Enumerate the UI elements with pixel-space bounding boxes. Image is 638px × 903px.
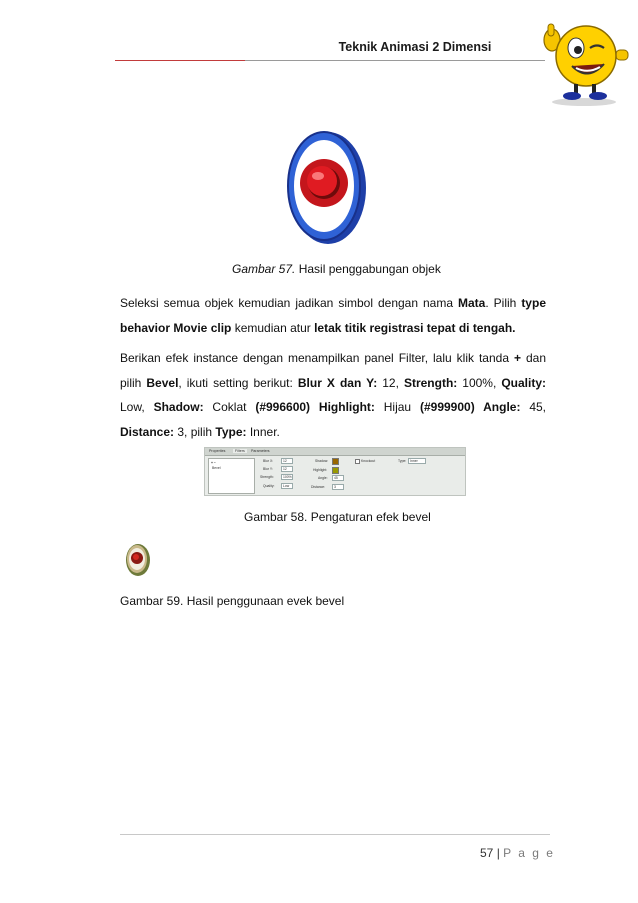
knockout-checkbox[interactable]: [355, 459, 360, 464]
text-run: Hijau: [374, 400, 420, 414]
type-select[interactable]: [408, 458, 426, 464]
angle-value: 45: [334, 476, 338, 480]
text-run: 12,: [377, 375, 404, 390]
paragraph-bevel-settings: [120, 346, 546, 444]
footer-separator: |: [496, 846, 500, 860]
strength-field[interactable]: [281, 474, 293, 480]
bold-run: +: [513, 351, 521, 365]
text-run: Low,: [120, 400, 154, 414]
text-run: 3, pilih: [174, 424, 216, 439]
bold-run: type behavior Movie clip: [120, 296, 546, 335]
bold-run: (#996600) Highlight:: [255, 400, 375, 414]
bold-run: Distance:: [120, 424, 175, 439]
page-footer: [480, 846, 555, 860]
blur-y-field[interactable]: [281, 466, 293, 472]
text-run: Inner.: [246, 424, 280, 439]
figure-59-caption: Gambar 59. Hasil penggunaan evek bevel: [120, 594, 345, 608]
figure-57-label: Gambar 57.: [232, 262, 296, 276]
bold-run: Mata: [458, 296, 486, 310]
bold-run: letak titik registrasi tepat di tengah.: [314, 320, 516, 335]
figure-58-caption: Gambar 58. Pengaturan efek bevel: [244, 510, 431, 524]
text-run: Berikan efek instance dengan menampilkan panel Filter, lalu klik tanda: [120, 351, 514, 365]
figure-57-text: Hasil penggabungan objek: [295, 262, 441, 276]
blur-y-label: Blur Y:: [263, 467, 273, 471]
strength-value: 100%: [283, 475, 292, 479]
distance-value: 3: [334, 485, 336, 489]
tab-parameters[interactable]: Parameters: [251, 449, 270, 453]
shadow-color-swatch[interactable]: [332, 458, 339, 465]
bold-run: Bevel: [146, 375, 179, 390]
blur-x-value: 12: [283, 459, 287, 463]
shadow-label: Shadow:: [315, 459, 329, 463]
eye-object-figure: [282, 128, 368, 246]
header-rule: [245, 60, 545, 61]
strength-label: Strength:: [260, 475, 274, 479]
footer-rule: [120, 834, 550, 835]
quality-value: Low: [283, 484, 290, 488]
text-run: 100%,: [457, 375, 502, 390]
page-label: P a g e: [503, 846, 555, 860]
filter-list-item[interactable]: Bevel: [212, 466, 221, 470]
page-number: 57: [480, 846, 494, 860]
panel-tab-bar: [205, 448, 465, 456]
distance-field[interactable]: [332, 484, 344, 490]
bevel-eye-figure: [125, 543, 151, 577]
text-run: kemudian atur: [231, 320, 315, 335]
bold-run: Strength:: [403, 375, 458, 390]
knockout-label: Knockout: [361, 459, 376, 463]
text-run: 45,: [520, 400, 547, 414]
add-filter-icon[interactable]: + −: [211, 461, 216, 465]
bold-run: Type:: [215, 424, 247, 439]
type-label: Type:: [398, 459, 407, 463]
text-run: , ikuti setting berikut:: [178, 375, 298, 390]
paragraph-symbol-instructions: [120, 291, 546, 340]
angle-field[interactable]: [332, 475, 344, 481]
bold-run: Quality:: [501, 375, 547, 390]
blur-x-field[interactable]: [281, 458, 293, 464]
quality-label: Quality:: [263, 484, 275, 488]
bold-run: (#999900) Angle:: [419, 400, 521, 414]
distance-label: Distance:: [311, 485, 326, 489]
angle-label: Angle:: [318, 476, 328, 480]
bold-run: Blur X dan Y:: [297, 375, 378, 390]
filter-panel-screenshot: [204, 447, 466, 496]
highlight-label: Highlight:: [313, 468, 328, 472]
type-value: Inner: [410, 459, 418, 463]
figure-57-caption: [232, 262, 441, 276]
text-run: . Pilih: [485, 296, 522, 310]
bold-run: Shadow:: [153, 400, 204, 414]
tab-properties[interactable]: Properties: [209, 449, 226, 453]
text-run: dan pilih: [120, 351, 546, 390]
tab-filters[interactable]: Filters: [235, 449, 245, 453]
smiley-mascot-icon: [528, 10, 632, 108]
filter-list[interactable]: [208, 458, 255, 494]
highlight-color-swatch[interactable]: [332, 467, 339, 474]
text-run: Coklat: [203, 400, 256, 414]
header-title: Teknik Animasi 2 Dimensi: [338, 40, 492, 54]
header-rule-accent: [115, 60, 245, 61]
quality-select[interactable]: [281, 483, 293, 489]
text-run: Seleksi semua objek kemudian jadikan simbol dengan nama: [120, 296, 458, 310]
blur-y-value: 12: [283, 467, 287, 471]
blur-x-label: Blur X:: [263, 459, 274, 463]
